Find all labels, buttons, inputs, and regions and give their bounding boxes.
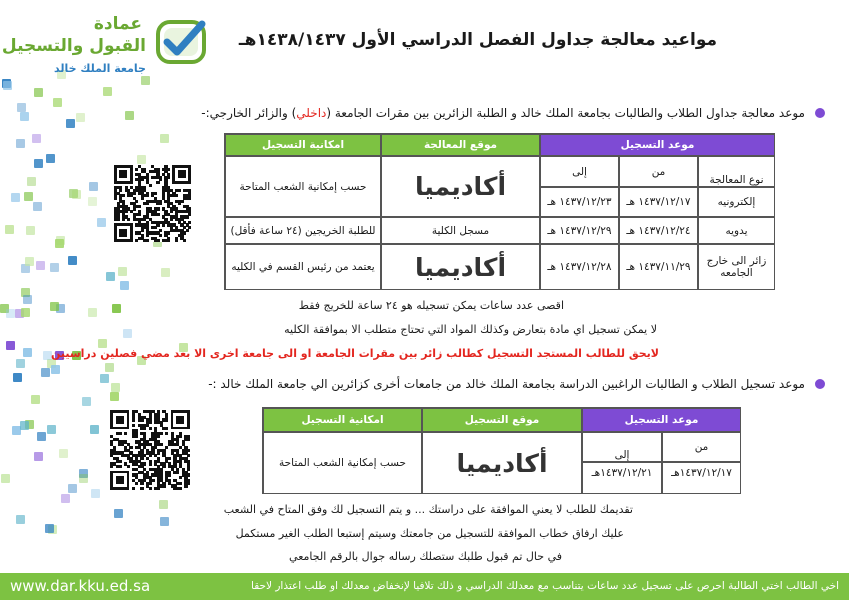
mosaic-tile	[34, 88, 43, 97]
mosaic-tile	[61, 494, 70, 503]
qr-module	[187, 473, 190, 476]
logo-text-line1: عمادة	[93, 14, 142, 34]
mosaic-tile	[46, 154, 55, 163]
qr-module	[175, 194, 178, 197]
mosaic-tile	[55, 239, 64, 248]
header-possibility: امكانية التسجيل	[225, 134, 381, 156]
mosaic-tile	[13, 373, 22, 382]
row3-to: ١٤٣٧/١٢/٢٨ هـ	[540, 244, 619, 290]
qr-module	[118, 432, 121, 435]
qr-module	[165, 446, 168, 449]
row-from: ١٤٣٧/١٢/١٧هـ	[662, 462, 741, 494]
mosaic-tile	[82, 397, 91, 406]
mosaic-tile	[16, 359, 25, 368]
mosaic-tile	[23, 295, 32, 304]
header-registration-date: موعد التسجيل	[540, 134, 775, 156]
mosaic-tile	[160, 517, 169, 526]
qr-module	[124, 432, 127, 435]
mosaic-tile	[45, 524, 54, 533]
qr-module	[165, 432, 168, 435]
qr-module	[122, 218, 125, 221]
mosaic-tile	[50, 302, 59, 311]
mosaic-tile	[34, 452, 43, 461]
qr-module	[157, 435, 160, 438]
mosaic-tile	[32, 134, 41, 143]
mosaic-tile	[161, 268, 170, 277]
mosaic-tile	[141, 76, 150, 85]
decorative-mosaic	[0, 70, 220, 570]
qr-code-1	[114, 165, 191, 242]
qr-module	[179, 482, 182, 485]
qr-module	[178, 202, 181, 205]
section1-heading: موعد معالجة جداول الطلاب والطالبات بجامعة الملك خالد و الطلبة الزائرين بين مقرات الجامعة (داخلي) والزائر الخارجي:-	[201, 106, 805, 120]
mosaic-tile	[59, 449, 68, 458]
qr-module	[187, 468, 190, 471]
header-from: من	[619, 156, 698, 187]
qr-module	[146, 239, 149, 242]
row3-location-logo	[381, 244, 540, 290]
mosaic-tile	[26, 226, 35, 235]
note-attach-letter: عليك ارفاق خطاب الموافقة للتسجيل من جامعتك وسيتم إستبعا الطلب الغير مستكمل	[235, 527, 624, 540]
row1-possibility: حسب إمكانية الشعب المتاحة	[225, 156, 381, 217]
qr-module	[179, 476, 182, 479]
qr-finder	[176, 416, 184, 424]
schedule-table	[224, 133, 775, 290]
mosaic-tile	[41, 368, 50, 377]
qr-module	[187, 482, 190, 485]
qr-module	[157, 451, 160, 454]
qr-module	[165, 427, 168, 430]
mosaic-tile	[72, 190, 81, 199]
mosaic-tile	[5, 225, 14, 234]
qr-module	[187, 454, 190, 457]
mosaic-tile	[160, 134, 169, 143]
mosaic-tile	[16, 515, 25, 524]
row2-location: مسجل الكلية	[381, 217, 540, 244]
heading-highlight: داخلي	[296, 106, 327, 120]
header-type: نوع المعالجة	[698, 156, 775, 187]
qr-module	[132, 418, 135, 421]
qr-module	[187, 449, 190, 452]
qr-module	[178, 189, 181, 192]
qr-module	[140, 487, 143, 490]
qr-module	[156, 239, 159, 242]
qr-module	[127, 465, 130, 468]
header-to: إلى	[582, 432, 662, 462]
mosaic-tile	[123, 329, 132, 338]
header-from: من	[662, 432, 741, 462]
note-not-approval: تقديمك للطلب لا يعني الموافقة على دراستك ... و يتم التسجيل لك وفق المتاح في الشعب	[223, 503, 633, 516]
qr-module	[154, 226, 157, 229]
mosaic-tile	[97, 218, 106, 227]
mosaic-tile	[111, 383, 120, 392]
mosaic-tile	[79, 474, 88, 483]
mosaic-tile	[51, 365, 60, 374]
row1-type: إلكترونيه	[698, 187, 775, 217]
footer-bar	[0, 573, 849, 600]
row2-to: ١٤٣٧/١٢/٢٩ هـ	[540, 217, 619, 244]
mosaic-tile	[23, 348, 32, 357]
note-visitor-restriction: لايحق للطالب المستجد التسجيل كطالب زائر بين مقرات الجامعة او الى جامعة اخرى الا بعد مضي فصلين دراسيين	[50, 347, 659, 360]
mosaic-tile	[6, 341, 15, 350]
row-to: ١٤٣٧/١٢/٢١هـ	[582, 462, 662, 494]
qr-module	[132, 487, 135, 490]
mosaic-tile	[17, 103, 26, 112]
academia-logo	[456, 448, 548, 478]
qr-module	[159, 234, 162, 237]
mosaic-tile	[112, 304, 121, 313]
section2-heading: موعد تسجيل الطلاب و الطالبات الراغبين الدراسة بجامعة الملك خالد من جامعات أخرى كزائرين الي جامعة الملك خالد :-	[208, 377, 805, 391]
qr-module	[135, 168, 138, 171]
qr-module	[151, 479, 154, 482]
qr-module	[176, 471, 179, 474]
qr-module	[162, 484, 165, 487]
website-link[interactable]: www.dar.kku.ed.sa	[10, 577, 151, 595]
mosaic-tile	[120, 281, 129, 290]
mosaic-tile	[6, 309, 15, 318]
mosaic-tile	[24, 192, 33, 201]
mosaic-tile	[34, 159, 43, 168]
qr-module	[156, 181, 159, 184]
qr-module	[156, 213, 159, 216]
qr-module	[165, 418, 168, 421]
qr-module	[146, 194, 149, 197]
row1-to: ١٤٣٧/١٢/٢٣ هـ	[540, 187, 619, 217]
location-logo	[422, 432, 582, 494]
qr-module	[186, 215, 189, 218]
deanship-logo	[1, 12, 212, 75]
mosaic-tile	[68, 256, 77, 265]
qr-module	[188, 197, 191, 200]
mosaic-tile	[103, 87, 112, 96]
mosaic-tile	[90, 425, 99, 434]
mosaic-tile	[66, 119, 75, 128]
qr-module	[143, 427, 146, 430]
qr-module	[187, 438, 190, 441]
mosaic-tile	[47, 425, 56, 434]
mosaic-tile	[159, 500, 168, 509]
mosaic-tile	[118, 267, 127, 276]
qr-module	[132, 424, 135, 427]
qr-module	[160, 443, 163, 446]
qr-finder	[116, 416, 124, 424]
mosaic-tile	[53, 98, 62, 107]
qr-module	[140, 457, 143, 460]
row3-possibility: يعتمد من رئيس القسم في الكليه	[225, 244, 381, 290]
visitor-table	[262, 407, 741, 494]
qr-module	[114, 197, 117, 200]
qr-module	[149, 462, 152, 465]
mosaic-tile	[76, 113, 85, 122]
qr-module	[135, 482, 138, 485]
mosaic-tile	[110, 392, 119, 401]
mosaic-tile	[91, 489, 100, 498]
qr-module	[149, 184, 152, 187]
qr-module	[179, 487, 182, 490]
mosaic-tile	[16, 139, 25, 148]
qr-module	[118, 460, 121, 463]
mosaic-tile	[25, 257, 34, 266]
header-location: موقع المعالجة	[381, 134, 540, 156]
qr-module	[127, 218, 130, 221]
qr-finder	[116, 476, 124, 484]
bullet-icon	[815, 379, 825, 389]
qr-module	[110, 465, 113, 468]
qr-module	[183, 239, 186, 242]
row1-from: ١٤٣٧/١٢/١٧ هـ	[619, 187, 698, 217]
mosaic-tile	[50, 263, 59, 272]
qr-module	[140, 418, 143, 421]
qr-module	[162, 223, 165, 226]
qr-finder	[119, 170, 127, 178]
mosaic-tile	[89, 182, 98, 191]
mosaic-tile	[20, 112, 29, 121]
mosaic-tile	[20, 421, 29, 430]
header-possibility: امكانية التسجيل	[263, 408, 422, 432]
mosaic-tile	[37, 432, 46, 441]
mosaic-tile	[105, 363, 114, 372]
mosaic-tile	[106, 272, 115, 281]
row1-location-logo	[381, 156, 540, 217]
qr-module	[175, 239, 178, 242]
qr-module	[149, 487, 152, 490]
mosaic-tile	[11, 193, 20, 202]
mosaic-tile	[114, 509, 123, 518]
qr-module	[157, 487, 160, 490]
mosaic-tile	[137, 155, 146, 164]
note-sms: في حال تم قبول طلبك ستصلك رساله جوال بالرقم الجامعي	[289, 550, 562, 563]
row2-from: ١٤٣٧/١٢/٢٤ هـ	[619, 217, 698, 244]
qr-module	[138, 213, 141, 216]
note-conflict: لا يمكن تسجيل اي مادة بتعارض وكذلك المواد التي تحتاج متطلب الا بموافقة الكليه	[284, 323, 657, 336]
qr-module	[149, 427, 152, 430]
qr-module	[141, 197, 144, 200]
mosaic-tile	[68, 484, 77, 493]
qr-module	[146, 234, 149, 237]
qr-module	[118, 465, 121, 468]
bullet-icon	[815, 108, 825, 118]
mosaic-tile	[125, 111, 134, 120]
page-title: مواعيد معالجة جداول الفصل الدراسي الأول ١٤٣٨/١٤٣٧هـ	[238, 30, 717, 50]
mosaic-tile	[36, 261, 45, 270]
qr-module	[135, 435, 138, 438]
row2-possibility: للطلبة الخريجين (٢٤ ساعة فأقل)	[225, 217, 381, 244]
academia-logo	[414, 252, 507, 282]
note-max-hours: اقصى عدد ساعات يمكن تسجيله هو ٢٤ ساعة للخريج فقط	[298, 299, 564, 312]
row3-from: ١٤٣٧/١١/٢٩ هـ	[619, 244, 698, 290]
mosaic-tile	[27, 177, 36, 186]
qr-module	[140, 482, 143, 485]
qr-module	[138, 205, 141, 208]
academia-logo	[415, 174, 506, 199]
logo-text-line2: القبول والتسجيل	[1, 36, 146, 56]
header-registration-date: موعد التسجيل	[582, 408, 741, 432]
qr-module	[117, 218, 120, 221]
footer-advice: اخي الطالب اختي الطالبة احرص على تسجيل عدد ساعات يتناسب مع معدلك الدراسي و ذلك تلافيا لإنخفاض معدلك او طلب اعتذار لاحقا	[251, 580, 839, 592]
qr-module	[146, 202, 149, 205]
mosaic-tile	[33, 202, 42, 211]
academia-logo-text: أكاديميا	[414, 172, 507, 201]
qr-module	[167, 239, 170, 242]
checkmark-logo-icon	[152, 16, 210, 68]
header-location: موقع التسجيل	[422, 408, 582, 432]
possibility: حسب إمكانية الشعب المتاحة	[263, 432, 422, 494]
mosaic-tile	[100, 374, 109, 383]
mosaic-tile	[21, 308, 30, 317]
qr-finder	[119, 229, 127, 237]
logo-text-line3: جامعة الملك خالد	[54, 62, 146, 75]
mosaic-tile	[88, 197, 97, 206]
mosaic-tile	[1, 474, 10, 483]
mosaic-tile	[31, 395, 40, 404]
qr-module	[162, 465, 165, 468]
qr-finder	[178, 170, 186, 178]
qr-module	[135, 239, 138, 242]
header-to: إلى	[540, 156, 619, 187]
qr-module	[184, 484, 187, 487]
academia-logo-text: أكاديميا	[414, 252, 507, 282]
mosaic-tile	[3, 81, 12, 90]
academia-logo-text: أكاديميا	[456, 448, 548, 478]
mosaic-tile	[88, 308, 97, 317]
qr-code-2	[110, 410, 190, 490]
row2-type: يدويه	[698, 217, 775, 244]
row3-type: زائر الى خارج الجامعه	[698, 244, 775, 290]
qr-module	[159, 202, 162, 205]
